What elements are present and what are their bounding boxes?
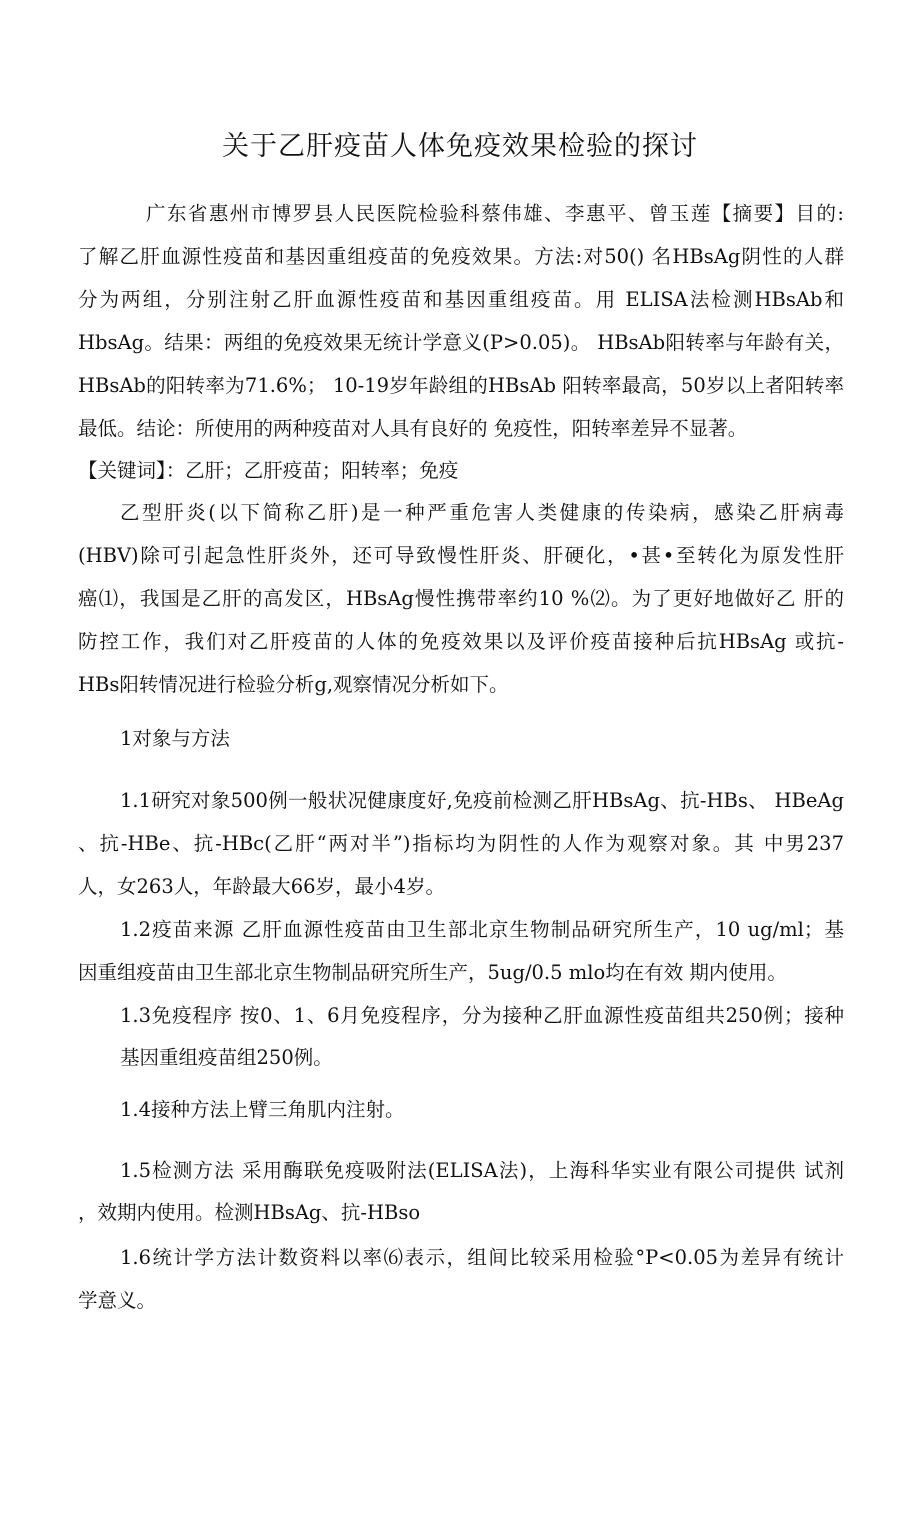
section-1-1-line: 1.1研究对象500例一般状况健康度好,免疫前检测乙肝HBsAg、抗-HBs、 HBeAg xyxy=(120,789,844,812)
section-1-1-line: 人，女263人，年龄最大66岁，最小4岁。 xyxy=(78,875,445,898)
section-1-3-line: 1.3免疫程序 按0、1、6月免疫程序，分为接种乙肝血源性疫苗组共250例；接种 xyxy=(120,1004,844,1027)
keywords: 【关键词】：乙肝；乙肝疫苗；阳转率；免疫 xyxy=(78,459,459,482)
intro-line: 癌⑴，我国是乙肝的高发区，HBsAg慢性携带率约10 %⑵。为了更好地做好乙 肝的 xyxy=(78,587,844,610)
abstract-line: 了解乙肝血源性疫苗和基因重组疫苗的免疫效果。方法:对50() 名HBsAg阴性的人群 xyxy=(78,245,844,268)
intro-line: 乙型肝炎(以下简称乙肝)是一种严重危害人类健康的传染病，感染乙肝病毒 xyxy=(120,501,844,524)
section-1-2-line: 1.2疫苗来源 乙肝血源性疫苗由卫生部北京生物制品研究所生产，10 ug/ml；基 xyxy=(120,918,844,941)
section-1-6-line: 1.6统计学方法计数资料以率⑹表示，组间比较采用检验°P<0.05为差异有统计 xyxy=(120,1246,844,1269)
section-1-2-line: 因重组疫苗由卫生部北京生物制品研究所生产，5ug/0.5 mlo均在有效 期内使用。 xyxy=(78,961,787,984)
intro-line: HBs阳转情况进行检验分析g,观察情况分析如下。 xyxy=(78,673,509,696)
section-1-6-line: 学意义。 xyxy=(78,1289,157,1312)
abstract-line: 分为两组，分别注射乙肝血源性疫苗和基因重组疫苗。用 ELISA法检测HBsAb和 xyxy=(78,288,844,311)
abstract-line: HbsAg。结果：两组的免疫效果无统计学意义(P>0.05)。 HBsAb阳转率与年龄有关， xyxy=(78,331,844,354)
abstract-line: 最低。结论：所使用的两种疫苗对人具有良好的 免疫性，阳转率差异不显著。 xyxy=(78,417,748,440)
section-heading: 1对象与方法 xyxy=(120,727,230,750)
section-1-4: 1.4接种方法上臂三角肌内注射。 xyxy=(120,1098,405,1121)
abstract-line: HBsAb的阳转率为71.6%； 10-19岁年龄组的HBsAb 阳转率最高，50岁以上者阳转率 xyxy=(78,374,844,397)
section-1-5-line: 1.5检测方法 采用酶联免疫吸附法(ELISA法)，上海科华实业有限公司提供 试剂 xyxy=(120,1159,844,1182)
abstract-line: 广东省惠州市博罗县人民医院检验科蔡伟雄、李惠平、曾玉莲【摘要】目的: xyxy=(146,202,844,225)
section-1-5-line: ，效期内使用。检测HBsAg、抗-HBso xyxy=(78,1201,421,1224)
section-1-1-line: 、抗-HBe、抗-HBc(乙肝“两对半”)指标均为阴性的人作为观察对象。其 中男237 xyxy=(78,832,844,855)
intro-line: 防控工作，我们对乙肝疫苗的人体的免疫效果以及评价疫苗接种后抗HBsAg 或抗- xyxy=(78,630,844,653)
document-title: 关于乙肝疫苗人体免疫效果检验的探讨 xyxy=(222,131,698,162)
section-1-3-line: 基因重组疫苗组250例。 xyxy=(120,1046,333,1069)
intro-line: (HBV)除可引起急性肝炎外，还可导致慢性肝炎、肝硬化，•甚•至转化为原发性肝 xyxy=(78,544,844,567)
